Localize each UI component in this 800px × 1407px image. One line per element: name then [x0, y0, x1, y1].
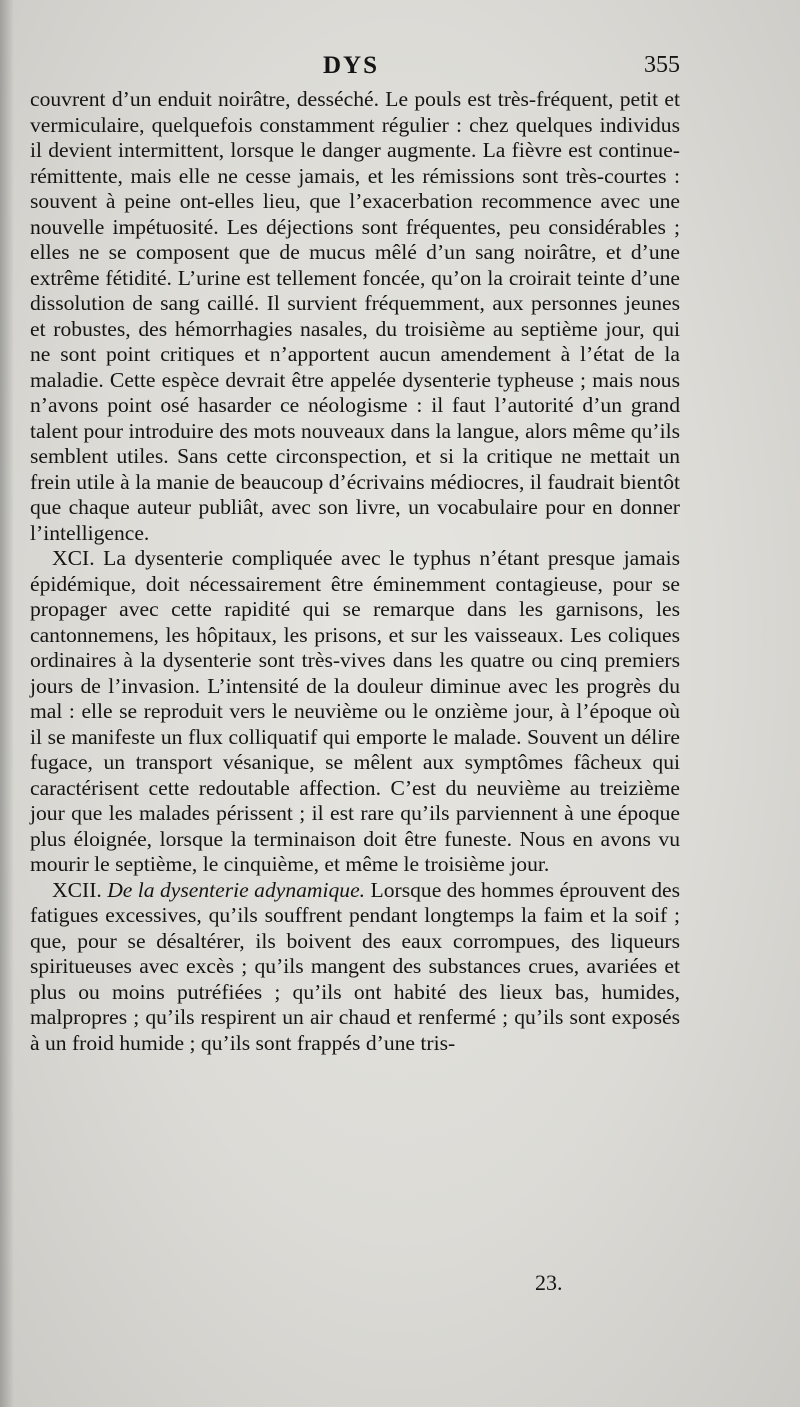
- running-head: DYS: [322, 52, 379, 79]
- paragraph-continuation: [30, 87, 680, 546]
- section-number: XCII.: [52, 877, 102, 902]
- paragraph-xcii: [30, 878, 680, 1057]
- page-header: [22, 52, 680, 86]
- page-number: 355: [644, 52, 680, 78]
- signature-mark: 23.: [535, 1270, 563, 1295]
- body-text: [30, 87, 680, 1056]
- section-number: XCI.: [52, 546, 95, 570]
- paragraph-text: La dysenterie compliquée avec le typhus n’étant presque jamais épidémique, doit nécessairement être éminemment contagieuse, pour se propager avec cette rapidité qui se remarque dans les garnisons, les cantonnemens, les hôpitaux, les prisons, et sur les vaisseaux. Les coliques ordinaires à la dysenterie sont très-vives dans les quatre ou cinq premiers jours de l’invasion. L’intensité de la douleur diminue avec les progrès du mal : elle se reproduit vers le neuvième ou le onzième jour, à l’époque où il se manifeste un flux colliquatif qui emporte le malade. Souvent un délire fugace, un transport vésanique, se mêlent aux symptômes fâcheux qui caractérisent cette redoutable affection. C’est du neuvième au treizième jour que les malades périssent ; il est rare qu’ils parviennent à une époque plus éloignée, lorsque la terminaison doit être funeste. Nous en avons vu mourir le septième, le cinquième, et même le troisième jour.: [30, 546, 680, 876]
- paragraph-text: Lorsque des hommes éprouvent des fatigues excessives, qu’ils souffrent pendant longtemps la faim et la soif ; que, pour se désaltérer, ils boivent des eaux corrompues, des liqueurs spiritueuses avec excès ; qu’ils mangent des substances crues, avariées et plus ou moins putréfiées ; qu’ils ont habité des lieux bas, humides, malpropres ; qu’ils respirent un air chaud et renfermé ; qu’ils sont exposés à un froid humide ; qu’ils sont frappés d’une tris-: [30, 877, 680, 1055]
- paragraph-text: couvrent d’un enduit noirâtre, desséché. Le pouls est très-fréquent, petit et vermiculaire, quelquefois constamment régulier : chez quelques individus il devient intermittent, lorsque le danger augmente. La fièvre est continue-rémittente, mais elle ne cesse jamais, et les rémissions sont très-courtes : souvent à peine ont-elles lieu, que l’exacerbation recommence avec une nouvelle impétuosité. Les déjections sont fréquentes, peu considérables ; elles ne se composent que de mucus mêlé d’un sang noirâtre, et d’une extrême fétidité. L’urine est tellement foncée, qu’on la croirait teinte d’une dissolution de sang caillé. Il survient fréquemment, aux personnes jeunes et robustes, des hémorrhagies nasales, du troisième au septième jour, qui ne sont point critiques et n’apportent aucun amendement à l’état de la maladie. Cette espèce devrait être appelée dysenterie typheuse ; mais nous n’avons point osé hasarder ce néologisme : il faut l’autorité d’un grand talent pour introduire des mots nouveaux dans la langue, alors même qu’ils semblent utiles. Sans cette circonspection, et si la critique ne mettait un frein utile à la manie de beaucoup d’écrivains médiocres, il faudrait bientôt que chaque auteur publiât, avec son livre, un vocabulaire pour en donner l’intelligence.: [30, 87, 680, 545]
- paragraph-xci: [30, 546, 680, 878]
- section-title: De la dysenterie adynamique.: [107, 877, 366, 902]
